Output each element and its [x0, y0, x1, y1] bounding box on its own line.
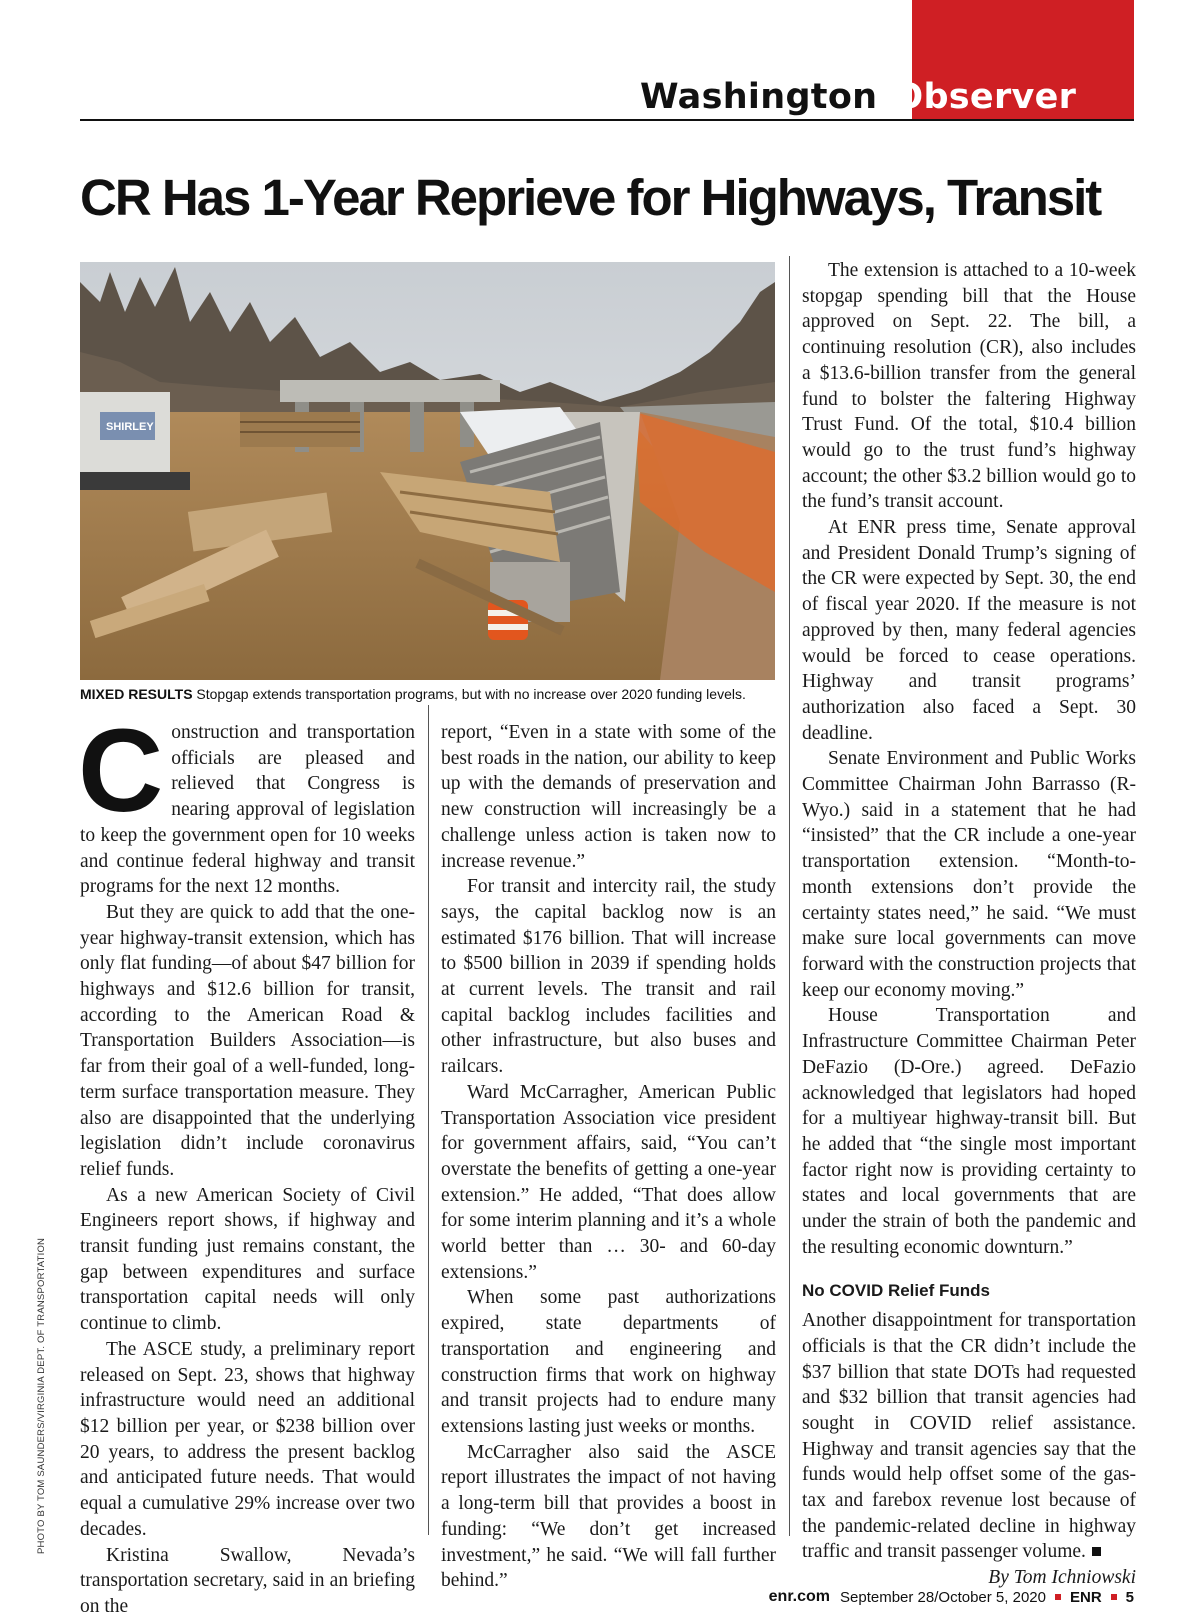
caption-text: Stopgap extends transportation programs, but with no increase over 2020 funding levels.	[192, 686, 746, 702]
drop-cap: C	[78, 705, 164, 837]
paragraph-4: The ASCE study, a preliminary report released on Sept. 23, shows that highway infrastructure would need an additional $12 billion per year, or $238 billion over 20 years, to address the present backlog and anticipated future needs. That would equal a cumulative 29% increase over two decades.	[80, 1338, 415, 1540]
footer-separator-icon	[1111, 1594, 1117, 1600]
paragraph-15	[802, 1308, 1136, 1565]
photo-credit: PHOTO BY TOM SAUNDERS/VIRGINIA DEPT. OF TRANSPORTATION	[36, 1237, 47, 1554]
article-column-2	[441, 720, 776, 1594]
column-rule-2	[789, 256, 790, 1536]
byline: By Tom Ichniowski	[988, 1567, 1136, 1589]
header-rule	[80, 119, 1134, 121]
paragraph-12: At ENR press time, Senate approval and President Donald Trump’s signing of the CR were expected by Sept. 30, the end of fiscal year 2020. If the measure is not approved by then, many federal agencies would be forced to cease operations. Highway and transit programs’ authorization also faced a Sept. 30 deadline.	[802, 517, 1136, 744]
paragraph-15-text: Another disappointment for transportation officials is that the CR didn’t include the $37 billion that state DOTs had requested and $32 billion that transit agencies had sought in COVID relief assistance. Highway and transit agencies say that the funds would help offset some of the gas-tax and farebox revenue lost because of the pandemic-related decline in highway traffic and transit passenger volume.	[802, 1310, 1136, 1563]
page-footer	[769, 1588, 1134, 1606]
column-rule-1	[428, 705, 429, 1535]
subhead-no-covid-relief: No COVID Relief Funds	[802, 1281, 990, 1301]
section-header	[640, 74, 1076, 120]
article-headline: CR Has 1-Year Reprieve for Highways, Transit	[80, 169, 1101, 226]
section-label-washington: Washington	[640, 77, 878, 117]
paragraph-10: McCarragher also said the ASCE report illustrates the impact of not having a long-term bill that provides a boost in funding: “We don’t get increased investment,” he said. “We will fall further behind.”	[441, 1441, 776, 1592]
paragraph-1-text: onstruction and transportation officials are pleased and relieved that Congress is nearing approval of legislation to keep the government open for 10 weeks and continue federal highway and transit programs for the next 12 months.	[80, 722, 415, 898]
paragraph-7: For transit and intercity rail, the study says, the capital backlog now is an estimated $176 billion. That will increase to $500 billion in 2039 if spending holds at current levels. The transit and rail capital backlog includes facilities and other infrastructure, but also buses and railcars.	[441, 876, 776, 1078]
construction-photo	[80, 262, 775, 680]
paragraph-5: Kristina Swallow, Nevada’s transportation secretary, said in an briefing on the	[80, 1544, 415, 1617]
paragraph-6: report, “Even in a state with some of the best roads in the nation, our ability to keep up with the demands of preservation and new construction will increasingly be a challenge unless action is taken now to increase revenue.”	[441, 722, 776, 872]
paragraph-11: The extension is attached to a 10-week stopgap spending bill that the House approved on Sept. 22. The bill, a continuing resolution (CR), also includes a $13.6-billion transfer from the general fund to bolster the faltering Highway Trust Fund. Of the total, $10.4 billion would go to the trust fund’s highway account; the other $3.2 billion would go to the fund’s transit account.	[802, 260, 1136, 513]
paragraph-3: As a new American Society of Civil Engineers report shows, if highway and transit funding just remains constant, the gap between expenditures and surface transportation capital needs will only continue to climb.	[80, 1184, 415, 1335]
section-label-observer: Observer	[893, 77, 1077, 117]
footer-date: September 28/October 5, 2020	[840, 1588, 1046, 1606]
paragraph-9: When some past authorizations expired, state departments of transportation and engineering and construction firms that work on highway and transit projects had to endure many extensions lasting just weeks or months.	[441, 1287, 776, 1437]
end-mark	[1092, 1547, 1101, 1556]
footer-separator-icon	[1055, 1594, 1061, 1600]
photo-caption	[80, 686, 780, 702]
article-column-1	[78, 705, 415, 1620]
caption-label: MIXED RESULTS	[80, 686, 193, 702]
paragraph-1	[78, 705, 415, 900]
paragraph-2: But they are quick to add that the one-year highway-transit extension, which has only flat funding—of about $47 billion for highways and $12.6 billion for transit, according to the American Road & Transportation Builders Association—is far from their goal of a well-funded, long-term surface transportation measure. They also are disappointed that the underlying legislation didn’t include coronavirus relief funds.	[80, 901, 415, 1180]
paragraph-14: House Transportation and Infrastructure Committee Chairman Peter DeFazio (D-Ore.) agreed. DeFazio acknowledged that legislators had hoped for a multiyear highway-transit bill. But he added that “the single most important factor right now is providing certainty to states and local governments that are under the strain of both the pandemic and the resulting economic downturn.”	[802, 1005, 1136, 1258]
article-column-3	[802, 258, 1136, 1591]
page-number: 5	[1125, 1588, 1134, 1606]
paragraph-13: Senate Environment and Public Works Committee Chairman John Barrasso (R-Wyo.) said in a statement that he had “insisted” that the CR include a one-year transportation extension. “Month-to-month extensions don’t provide the certainty states need,” he said. “We must make sure local governments can move forward with the construction projects that keep our economy moving.”	[802, 748, 1136, 1001]
crane-sign-text: SHIRLEY	[106, 421, 154, 433]
paragraph-8: Ward McCarragher, American Public Transportation Association vice president for government affairs, said, “You can’t overstate the benefits of getting a one-year extension.” He added, “That does allow for some interim planning and it’s a whole world better than … 30- and 60-day extensions.”	[441, 1081, 776, 1283]
construction-site-image	[80, 262, 775, 680]
footer-brand: ENR	[1069, 1588, 1102, 1606]
footer-site[interactable]: enr.com	[768, 1588, 831, 1605]
